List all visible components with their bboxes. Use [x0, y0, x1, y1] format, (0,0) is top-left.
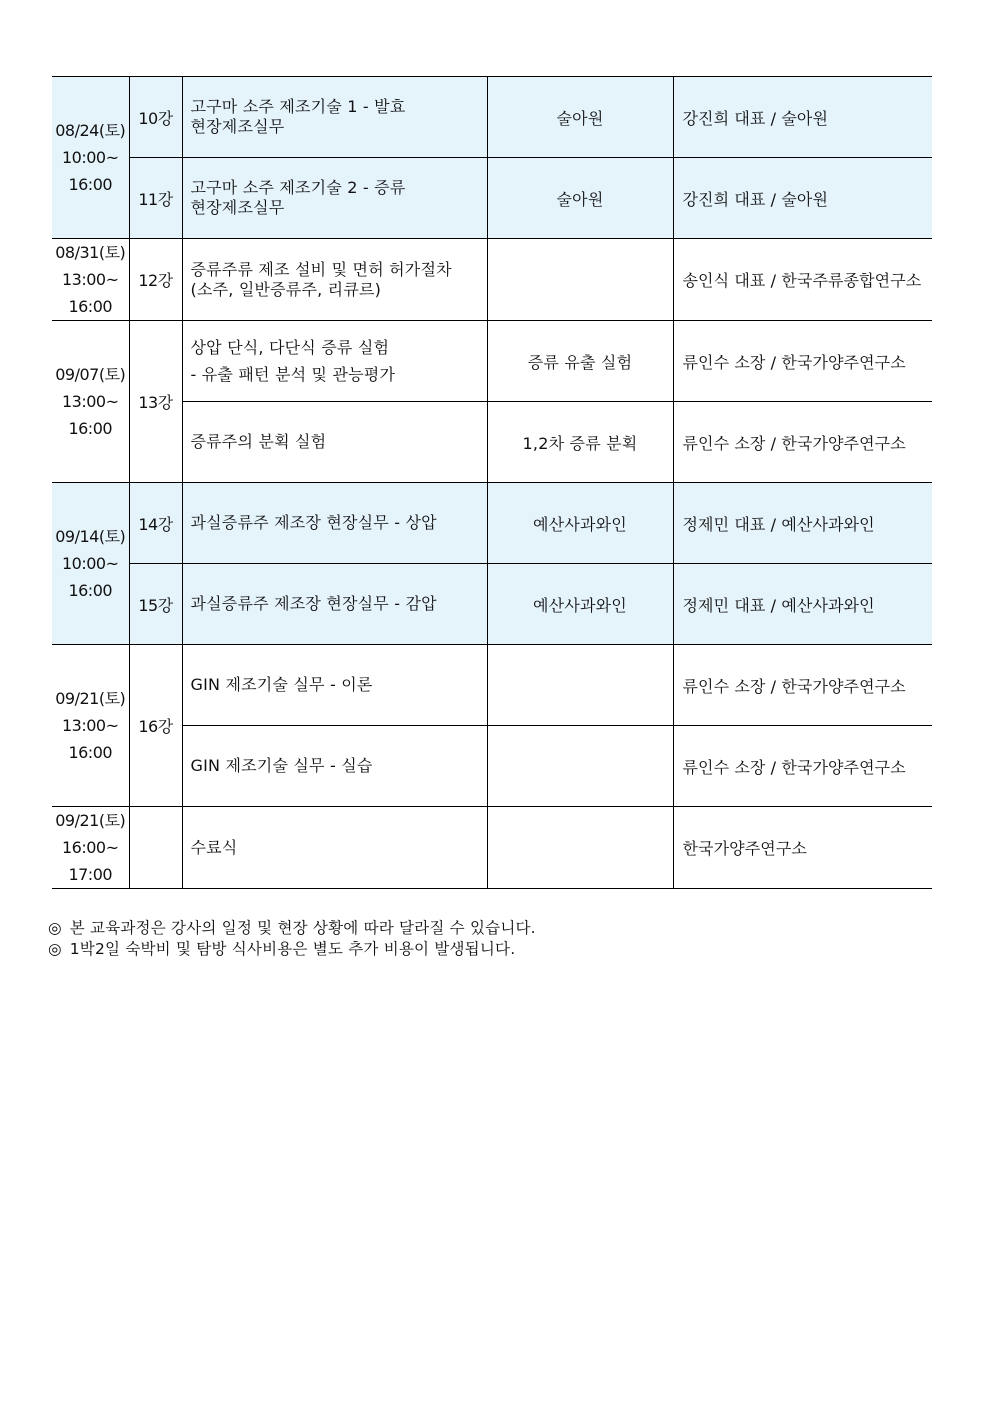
- lecture-topic-line: GIN 제조기술 실무 - 이론: [190, 675, 373, 694]
- lecture-topic-cell: [182, 239, 487, 321]
- lecture-instructor: 정제민 대표 / 예산사과와인: [673, 483, 932, 564]
- lecture-topic-line: 고구마 소주 제조기술 2 - 증류: [190, 178, 406, 197]
- table-row: [52, 321, 932, 402]
- lecture-topic-line: - 유출 패턴 분석 및 관능평가: [190, 365, 396, 384]
- lecture-topic-line: 현장제조실무: [190, 117, 285, 136]
- lecture-topic-line: 고구마 소주 제조기술 1 - 발효: [190, 97, 406, 116]
- table-row: [52, 726, 932, 807]
- session-date-cell: [52, 321, 129, 483]
- session-start-time: 10:00~: [61, 148, 119, 167]
- lecture-instructor: 류인수 소장 / 한국가양주연구소: [673, 321, 932, 402]
- lecture-instructor: 류인수 소장 / 한국가양주연구소: [673, 726, 932, 807]
- session-date-cell: [52, 77, 129, 239]
- lecture-number: 15강: [129, 564, 182, 645]
- lecture-location: 증류 유출 실험: [487, 321, 673, 402]
- lecture-topic-line: 과실증류주 제조장 현장실무 - 감압: [190, 594, 437, 613]
- lecture-number: 16강: [129, 645, 182, 807]
- lecture-topic-line: 수료식: [190, 837, 238, 857]
- lecture-topic-line: 증류주류 제조 설비 및 면허 허가절차: [190, 259, 452, 279]
- session-end-time: 17:00: [68, 865, 113, 884]
- session-end-time: 16:00: [68, 743, 113, 762]
- lecture-number: 10강: [129, 77, 182, 158]
- session-date: 09/21(토): [55, 689, 126, 708]
- lecture-instructor: 송인식 대표 / 한국주류종합연구소: [673, 239, 932, 321]
- session-start-time: 13:00~: [61, 716, 119, 735]
- table-row: [52, 158, 932, 239]
- lecture-topic-cell: [182, 483, 487, 564]
- session-start-time: 10:00~: [61, 554, 119, 573]
- session-date: 09/07(토): [55, 365, 126, 384]
- lecture-topic-cell: [182, 402, 487, 483]
- lecture-topic-cell: [182, 726, 487, 807]
- session-date-cell: [52, 483, 129, 645]
- lecture-location: 1,2차 증류 분획: [487, 402, 673, 483]
- lecture-topic-cell: [182, 807, 487, 889]
- session-date-cell: [52, 645, 129, 807]
- session-start-time: 13:00~: [61, 270, 119, 289]
- lecture-location: [487, 807, 673, 889]
- lecture-topic-line: GIN 제조기술 실무 - 실습: [190, 756, 373, 775]
- session-start-time: 16:00~: [61, 838, 119, 857]
- session-date-cell: [52, 239, 129, 321]
- lecture-topic-line: 현장제조실무: [190, 198, 285, 217]
- lecture-topic-cell: [182, 645, 487, 726]
- double-circle-icon: ◎: [48, 940, 62, 958]
- lecture-topic-cell: [182, 564, 487, 645]
- footnote: [48, 918, 536, 939]
- lecture-topic-line: 과실증류주 제조장 현장실무 - 상압: [190, 513, 437, 532]
- schedule-table: [52, 76, 932, 889]
- double-circle-icon: ◎: [48, 919, 62, 937]
- lecture-instructor: 류인수 소장 / 한국가양주연구소: [673, 645, 932, 726]
- lecture-location: 예산사과와인: [487, 483, 673, 564]
- footnote-text: 1박2일 숙박비 및 탐방 식사비용은 별도 추가 비용이 발생됩니다.: [69, 940, 516, 958]
- lecture-location: 예산사과와인: [487, 564, 673, 645]
- table-row: [52, 77, 932, 158]
- lecture-topic-cell: [182, 158, 487, 239]
- lecture-instructor: 류인수 소장 / 한국가양주연구소: [673, 402, 932, 483]
- lecture-instructor: 한국가양주연구소: [673, 807, 932, 889]
- footnotes: [48, 918, 536, 960]
- session-start-time: 13:00~: [61, 392, 119, 411]
- session-end-time: 16:00: [68, 175, 113, 194]
- lecture-topic-cell: [182, 77, 487, 158]
- table-row: [52, 807, 932, 889]
- table-row: [52, 645, 932, 726]
- lecture-topic-line: 상압 단식, 다단식 증류 실험: [190, 338, 390, 357]
- session-end-time: 16:00: [68, 297, 113, 316]
- session-date: 09/14(토): [55, 527, 126, 546]
- table-row: [52, 239, 932, 321]
- lecture-location: 술아원: [487, 158, 673, 239]
- lecture-location: [487, 726, 673, 807]
- table-row: [52, 402, 932, 483]
- session-end-time: 16:00: [68, 419, 113, 438]
- lecture-number: 14강: [129, 483, 182, 564]
- lecture-topic-line: 증류주의 분획 실험: [190, 432, 327, 451]
- lecture-number: [129, 807, 182, 889]
- table-row: [52, 483, 932, 564]
- footnote-text: 본 교육과정은 강사의 일정 및 현장 상황에 따라 달라질 수 있습니다.: [69, 919, 536, 937]
- lecture-number: 12강: [129, 239, 182, 321]
- lecture-topic-line: (소주, 일반증류주, 리큐르): [190, 279, 382, 299]
- lecture-number: 13강: [129, 321, 182, 483]
- lecture-location: [487, 645, 673, 726]
- session-date: 08/24(토): [55, 121, 126, 140]
- lecture-instructor: 강진희 대표 / 술아원: [673, 158, 932, 239]
- lecture-instructor: 강진희 대표 / 술아원: [673, 77, 932, 158]
- session-date-cell: [52, 807, 129, 889]
- session-end-time: 16:00: [68, 581, 113, 600]
- table-row: [52, 564, 932, 645]
- lecture-location: [487, 239, 673, 321]
- footnote: [48, 939, 536, 960]
- session-date: 09/21(토): [55, 811, 126, 830]
- lecture-number: 11강: [129, 158, 182, 239]
- lecture-location: 술아원: [487, 77, 673, 158]
- lecture-instructor: 정제민 대표 / 예산사과와인: [673, 564, 932, 645]
- lecture-topic-cell: [182, 321, 487, 402]
- session-date: 08/31(토): [55, 243, 126, 262]
